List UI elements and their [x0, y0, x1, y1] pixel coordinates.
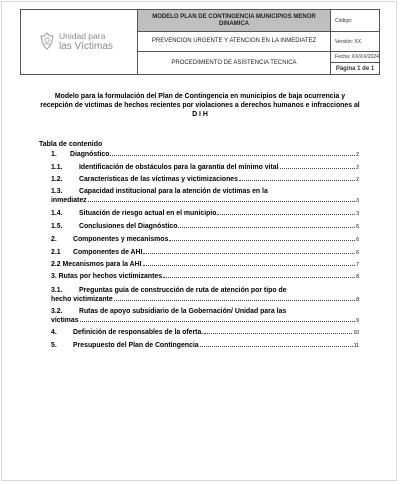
toc-entry-page: 9 — [356, 318, 359, 324]
toc-leader — [204, 333, 352, 334]
logo-text-line1: Unidad para — [59, 31, 106, 41]
toc-entry-number: 5. — [51, 342, 57, 349]
toc-entry-page: 2 — [356, 152, 359, 158]
toc-entry-number: 3.2. — [51, 308, 63, 315]
toc-entry-page: 6 — [356, 237, 359, 243]
logo-cell — [21, 10, 138, 74]
toc-entry[interactable] — [51, 341, 359, 351]
toc-entry-page: 3 — [356, 198, 359, 204]
header-right — [331, 10, 379, 74]
toc-entry[interactable] — [51, 187, 359, 206]
toc-entry[interactable] — [51, 163, 359, 173]
toc-entry-page: 2 — [356, 177, 359, 183]
toc-entry-text: Preguntas guía de construcción de ruta de atención por tipo de — [79, 287, 287, 294]
toc-entry-text: Características de las víctimas y victimizaciones — [79, 176, 238, 183]
toc-entry[interactable] — [51, 272, 359, 282]
header-title: MODELO PLAN DE CONTINGENCIA MUNICIPIOS MENOR DINAMICA — [138, 10, 330, 32]
toc-leader — [80, 321, 356, 322]
toc-leader — [143, 253, 355, 254]
toc-leader — [169, 240, 355, 241]
toc-entry-number: 1.2. — [51, 176, 63, 183]
toc-leader — [114, 300, 356, 301]
toc-entry-text: Identificación de obstáculos para la garantía del mínimo vital — [79, 164, 279, 171]
toc-entry-page: 8 — [356, 274, 359, 280]
header-page: Página 1 de 1 — [335, 65, 375, 72]
toc-entry-text-continued: hecho victimizante — [51, 296, 113, 303]
toc-leader — [88, 201, 356, 202]
toc-entry-text: Rutas de apoyo subsidiario de la Gobernación/ Unidad para las — [79, 308, 287, 315]
header-middle — [138, 10, 331, 74]
toc-entry-page: 3 — [356, 211, 359, 217]
toc-entry-text: 2.2 Mecanismos para la AHI — [51, 261, 142, 268]
toc-entry-text: Diagnóstico — [70, 151, 110, 158]
toc-entry[interactable] — [51, 248, 359, 258]
toc-entry-number: 1.4. — [51, 210, 63, 217]
header-version: Versión: XX — [331, 32, 379, 52]
toc-leader — [110, 155, 355, 156]
colombia-emblem-icon — [39, 32, 55, 50]
toc-entry[interactable] — [51, 175, 359, 185]
document-title: Modelo para la formulación del Plan de Contingencia en municipios de baja ocurrencia y recepción de víctimas de hechos recientes por violaciones a derechos humanos e infracciones al D I H — [40, 93, 360, 118]
toc-entry-page: 11 — [353, 343, 359, 349]
toc-entry-text: Definición de responsables de la oferta. — [73, 329, 204, 336]
toc-entry-page: 6 — [356, 224, 359, 230]
toc-entry-text-continued: inmediatez — [51, 197, 87, 204]
toc-leader — [239, 180, 355, 181]
toc-entry-text: Componentes de AHI — [73, 249, 143, 256]
toc-entry-text-continued: víctimas — [51, 317, 79, 324]
toc-entry-number: 2. — [51, 236, 57, 243]
logo-text-line2: las Víctimas — [59, 41, 113, 52]
toc-entry-number: 2.1 — [51, 249, 61, 256]
header-procedure: PROCEDIMIENTO DE ASISTENCIA TECNICA — [171, 60, 297, 66]
toc-entry-text: Presupuesto del Plan de Contingencia — [73, 342, 199, 349]
toc-heading: Tabla de contenido — [39, 141, 103, 148]
toc-entry[interactable] — [51, 260, 359, 270]
toc-leader — [143, 265, 356, 266]
toc-entry-page: 7 — [356, 262, 359, 268]
toc-entry-page: 2 — [356, 165, 359, 171]
toc-entry[interactable] — [51, 222, 359, 232]
toc-leader — [280, 168, 356, 169]
toc-entry-number: 1.5. — [51, 223, 63, 230]
document-header — [20, 9, 380, 75]
toc-entry-text: Situación de riesgo actual en el municipio — [79, 210, 217, 217]
toc-entry-text: Capacidad institucional para la atención de víctimas en la — [79, 188, 268, 195]
toc-entry-page: 6 — [356, 250, 359, 256]
toc-entry[interactable] — [51, 286, 359, 305]
toc-entry-text: Componentes y mecanismos — [73, 236, 169, 243]
toc-leader — [163, 277, 355, 278]
toc-leader — [178, 227, 355, 228]
toc-leader — [217, 214, 355, 215]
toc-entry-page: 10 — [353, 330, 359, 336]
toc-entry-number: 3.1. — [51, 287, 63, 294]
toc-entry-text: Conclusiones del Diagnóstico — [79, 223, 178, 230]
header-date: Fecha: XX/XX/2024 — [331, 52, 379, 63]
toc-entry[interactable] — [51, 307, 359, 326]
toc-entry[interactable] — [51, 328, 359, 338]
toc-entry-number: 1.3. — [51, 188, 63, 195]
toc-entry-number: 4. — [51, 329, 57, 336]
toc-entry-text: 3. Rutas por hechos victimizantes — [51, 273, 163, 280]
toc-entry-number: 1.1. — [51, 164, 63, 171]
toc-entry[interactable] — [51, 209, 359, 219]
toc-entry-page: 8 — [356, 297, 359, 303]
toc-entry[interactable] — [51, 150, 359, 160]
toc-entry[interactable] — [51, 235, 359, 245]
header-process: PREVENCION URGENTE Y ATENCION EN LA INMEDIATEZ — [138, 32, 330, 52]
toc-entry-number: 1. — [51, 151, 57, 158]
toc-leader — [200, 346, 353, 347]
header-code: Código: — [331, 10, 379, 32]
